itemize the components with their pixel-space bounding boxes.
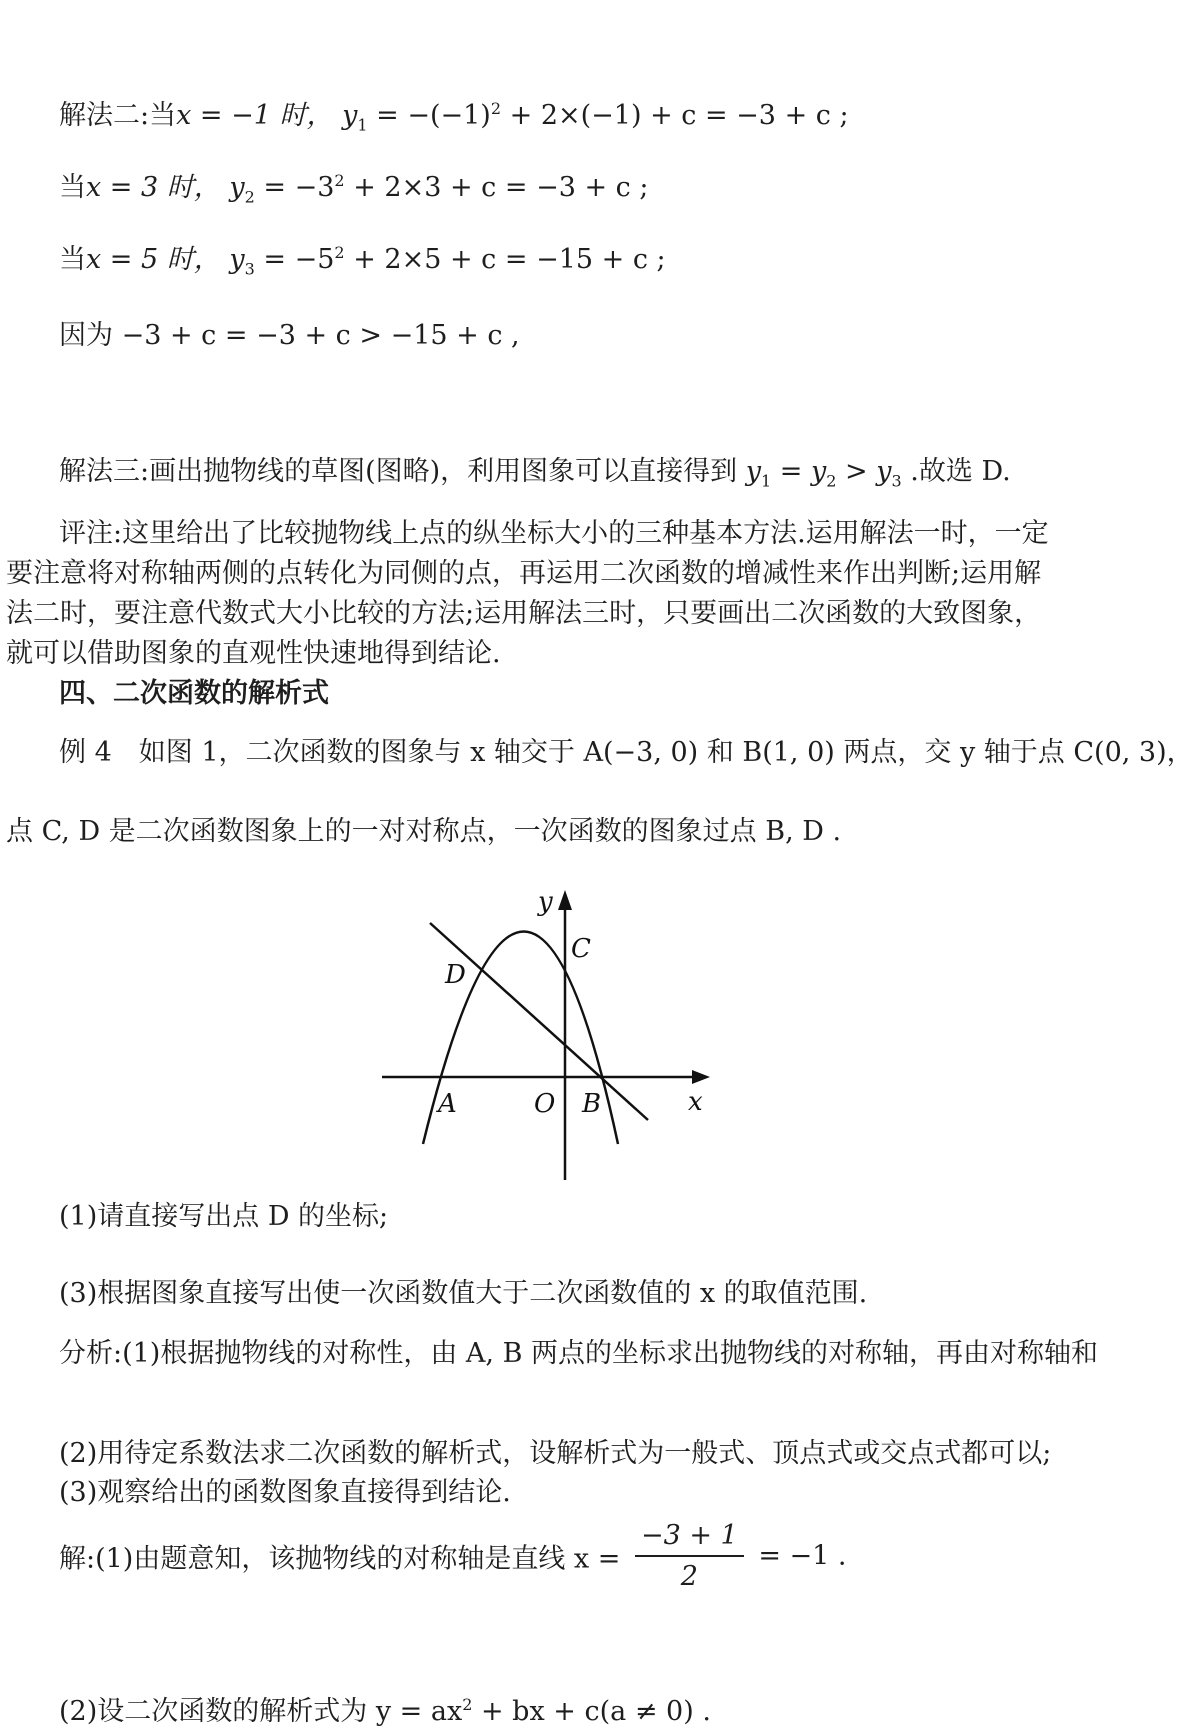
text: .故选 D. [901,456,1011,487]
text: (2)设二次函数的解析式为 y = ax [59,1696,463,1727]
math-var: y [229,244,245,275]
math: x = 5 时， [86,244,221,275]
math: = [771,456,811,487]
subscript: 1 [761,471,772,491]
comment-text: 评注:这里给出了比较抛物线上点的纵坐标大小的三种基本方法.运用解法一时，一定要注意将对称轴两侧的点转化为同侧的点，再运用二次函数的增减性来作出判断;运用解法二时，要注意代数式大小比较的方法;运用解法三时，只要画出二次函数的大致图象，就可以借助图象的直观性快速地得到结论. [6,518,1049,669]
math: + 2×(−1) + c = −3 + c ; [501,100,849,131]
x-axis-arrow [692,1070,710,1084]
label-y: y [538,887,553,917]
math: = −5 [254,244,335,275]
math: = −(−1) [367,100,491,131]
function-graph [370,880,730,1190]
question-1: (1)请直接写出点 D 的坐标; [59,1201,389,1232]
method2-line3 [59,240,1060,280]
subscript: 2 [244,187,255,207]
text: 当 [59,244,86,275]
math-var: y [745,456,762,487]
math: = −3 [254,172,335,203]
subscript: 2 [826,471,837,491]
solution-line1 [59,1520,1060,1592]
example-line1: 例 4 如图 1，二次函数的图象与 x 轴交于 A(−3, 0) 和 B(1, 0) 两点，交 y 轴于点 C(0, 3)， [59,737,1194,768]
text: 解法二:当 [59,100,177,131]
label-d: D [445,960,466,990]
text: 解:(1)由题意知，该抛物线的对称轴是直线 x = [59,1543,621,1575]
method2-line2 [59,168,1060,208]
label-a: A [438,1089,457,1119]
math-var: y [342,100,358,131]
fraction-numerator: −3 + 1 [635,1520,744,1557]
superscript: 2 [334,171,345,190]
analysis-3: (3)观察给出的函数图象直接得到结论. [59,1477,511,1508]
math: + 2×5 + c = −15 + c ; [344,244,666,275]
solution-line2 [59,1692,1060,1732]
question-3: (3)根据图象直接写出使一次函数值大于二次函数值的 x 的取值范围. [59,1278,868,1309]
math-var: y [876,456,892,487]
label-c: C [571,934,591,964]
math: + 2×3 + c = −3 + c ; [344,172,649,203]
superscript: 2 [334,243,345,262]
subscript: 3 [244,259,255,279]
superscript: 2 [490,99,502,118]
section-title: 四、二次函数的解析式 [59,678,329,709]
text: + bx + c(a ≠ 0) . [472,1696,711,1727]
superscript: 2 [462,1695,473,1714]
subscript: 1 [357,115,368,135]
math: > [836,456,877,487]
text: 解法三:画出抛物线的草图(图略)，利用图象可以直接得到 [59,456,746,487]
math: x = −1 时， [176,100,334,131]
y-axis-arrow [558,890,572,910]
analysis-1: 分析:(1)根据抛物线的对称性，由 A, B 两点的坐标求出抛物线的对称轴，再由对称轴和 [59,1338,1099,1369]
method3-line [59,452,1060,492]
label-x: x [688,1087,703,1117]
example-line2: 点 C, D 是二次函数图象上的一对对称点，一次函数的图象过点 B, D . [6,816,842,847]
text: 因为 −3 + c = −3 + c > −15 + c , [59,320,520,351]
math-var: y [229,172,245,203]
text: 当 [59,172,86,203]
math: x = 3 时， [86,172,221,203]
math-var: y [811,456,827,487]
subscript: 3 [891,471,902,491]
label-o: O [534,1089,556,1119]
analysis-2: (2)用待定系数法求二次函数的解析式，设解析式为一般式、顶点式或交点式都可以; [59,1438,1052,1469]
method2-line4 [59,316,1060,356]
method2-line1 [59,96,1060,136]
text: = −1 . [758,1540,847,1572]
label-b: B [582,1089,602,1119]
fraction [635,1520,744,1592]
comment-paragraph [6,514,1066,674]
fraction-denominator: 2 [680,1561,698,1592]
